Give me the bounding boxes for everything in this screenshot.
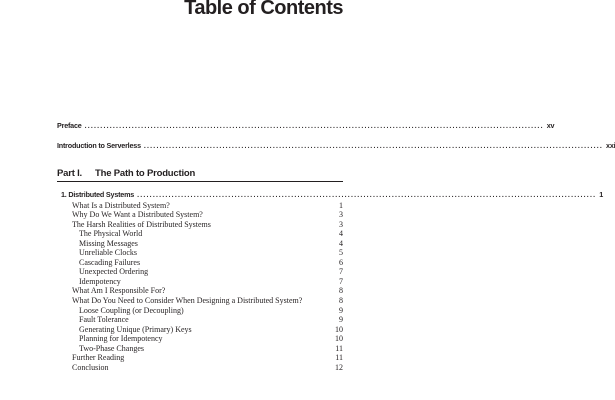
toc-page-number: 9: [339, 315, 343, 325]
toc-page-number: 10: [335, 334, 343, 344]
toc-entry-label: What Is a Distributed System?: [72, 200, 170, 210]
toc-page-number: 12: [335, 362, 343, 372]
toc-entry-label: Why Do We Want a Distributed System?: [72, 210, 203, 220]
toc-entry[interactable]: [0, 334, 343, 344]
toc-entry-label: Generating Unique (Primary) Keys: [79, 324, 192, 334]
toc-entry-preface[interactable]: [57, 121, 555, 130]
toc-entry-label: Conclusion: [72, 362, 109, 372]
toc-entry[interactable]: [0, 315, 343, 325]
toc-entry[interactable]: [0, 201, 343, 211]
toc-page-number: xv: [546, 121, 555, 130]
toc-entry-label: Cascading Failures: [79, 257, 141, 267]
toc-entry[interactable]: [0, 325, 343, 335]
toc-entry-label: Further Reading: [72, 353, 125, 363]
toc-entry[interactable]: [0, 296, 343, 306]
toc-entry[interactable]: [0, 344, 343, 354]
toc-entry-label: Fault Tolerance: [79, 315, 129, 325]
part-number: Part I.: [57, 168, 82, 179]
toc-entry-label: Two-Phase Changes: [79, 343, 144, 353]
toc-entry[interactable]: [0, 239, 343, 249]
toc-entry-label: Unexpected Ordering: [79, 267, 149, 277]
toc-chapter-1[interactable]: [61, 190, 604, 199]
toc-entry-label: Introduction to Serverless: [57, 141, 141, 150]
toc-entry-label: Preface: [57, 121, 82, 130]
toc-entry[interactable]: [0, 220, 343, 230]
toc-entry-label: Unreliable Clocks: [79, 248, 137, 258]
toc-entry[interactable]: [0, 286, 343, 296]
toc-page-number: xxi: [606, 141, 615, 150]
toc-entry-label: Missing Messages: [79, 238, 138, 248]
page-title: Table of Contents: [184, 0, 343, 19]
toc-page-number: 9: [339, 305, 343, 315]
toc-page-number: 7: [339, 267, 343, 277]
part-heading: [57, 168, 195, 179]
toc-page-number: 3: [339, 210, 343, 220]
toc-entry[interactable]: [0, 258, 343, 268]
toc-entry-label: Idempotency: [79, 276, 121, 286]
part-divider: [57, 181, 343, 182]
toc-entry[interactable]: [0, 353, 343, 363]
toc-entry[interactable]: [0, 267, 343, 277]
toc-page-number: 4: [339, 229, 343, 239]
toc-entry-label: Loose Coupling (or Decoupling): [79, 305, 184, 315]
toc-entry-label: The Harsh Realities of Distributed Systems: [72, 219, 211, 229]
toc-page-number: 5: [339, 248, 343, 258]
toc-entry-label: Planning for Idempotency: [79, 334, 163, 344]
toc-entry-label: What Am I Responsible For?: [72, 286, 166, 296]
chapter-label: 1. Distributed Systems: [61, 190, 135, 199]
toc-page-number: 1: [339, 200, 343, 210]
toc-entry-label: The Physical World: [79, 229, 143, 239]
toc-page-number: 8: [339, 296, 343, 305]
toc-page-number: 6: [339, 257, 343, 267]
toc-entry[interactable]: [0, 229, 343, 239]
toc-entry-label: What Do You Need to Consider When Designing a Distributed System?: [72, 296, 303, 305]
toc-page-number: 4: [339, 238, 343, 248]
toc-entry-introduction[interactable]: [57, 141, 615, 150]
toc-page-number: 11: [335, 353, 343, 363]
toc-page-number: 1: [599, 190, 604, 199]
toc-page-number: 8: [339, 286, 343, 296]
dot-leader: ..................................................................................................................................................: [84, 123, 544, 130]
toc-entry[interactable]: [0, 306, 343, 316]
toc-page-number: 3: [339, 219, 343, 229]
part-title: The Path to Production: [95, 168, 196, 179]
toc-entry[interactable]: [0, 363, 343, 373]
toc-page-number: 11: [335, 343, 343, 353]
toc-page-number: 10: [335, 324, 343, 334]
dot-leader: ..................................................................................................................................................: [137, 192, 597, 199]
toc-entry[interactable]: [0, 210, 343, 220]
dot-leader: ..................................................................................................................................................: [143, 143, 604, 150]
toc-entry[interactable]: [0, 277, 343, 287]
toc-entry[interactable]: [0, 248, 343, 258]
toc-page-number: 7: [339, 276, 343, 286]
